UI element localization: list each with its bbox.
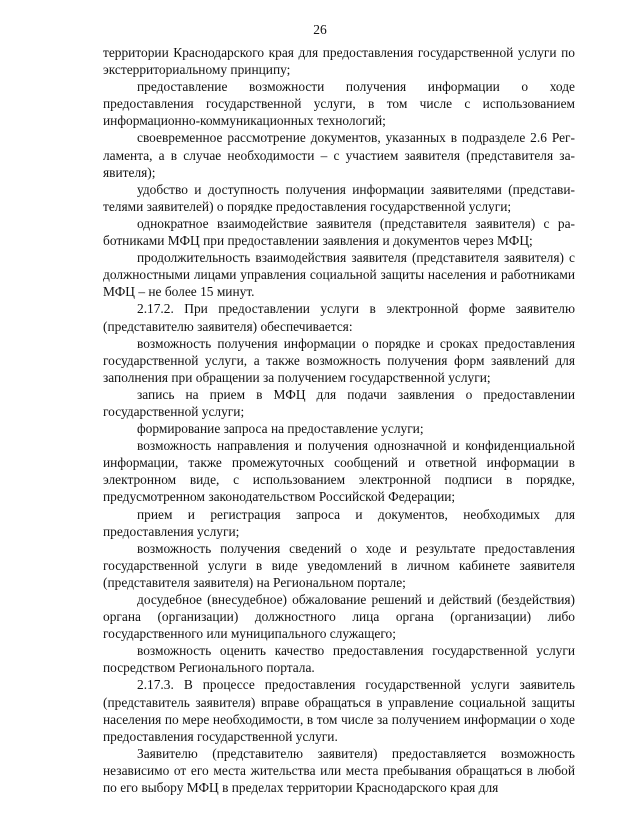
paragraph: однократное взаимодействие заявителя (представителя заявителя) с работниками МФЦ при предоставлении заявления и документов через МФЦ; — [103, 215, 575, 249]
paragraph: возможность получения информации о порядке и сроках предоставления государственной услуги, а также возможность получения форм заявлений для заполнения при обращении за получением государственной услуги; — [103, 335, 575, 385]
paragraph: 2.17.3. В процессе предоставления государственной услуги заявитель (представитель заявителя) вправе обращаться в управление социальной защиты населения по мере необходимости, в том числе за получением информации о ходе предоставления государственной услуги. — [103, 677, 575, 744]
paragraph: своевременное рассмотрение документов, указанных в подразделе 2.6 Регламента, а в случае необходимости – с участием заявителя (представителя заявителя); — [103, 130, 575, 180]
paragraph: Заявителю (представителю заявителя) предоставляется возможность независимо от его места жительства или места пребывания обращаться в любой по его выбору МФЦ в пределах территории Краснодарского края для — [103, 745, 575, 796]
paragraph: прием и регистрация запроса и документов, необходимых для предоставления услуги; — [103, 506, 575, 539]
paragraph: территории Краснодарского края для предоставления государственной услуги по экстерриториальному принципу; — [103, 45, 575, 78]
paragraph: возможность направления и получения однозначной и конфиденциальной информации, также промежуточных сообщений и ответной информации в электронном виде, с использованием электронной подписи в порядке, предусмотренном законодательством Российской Федерации; — [103, 438, 575, 505]
paragraph: предоставление возможности получения информации о ходе предоставления государственной услуги, в том числе с использованием информационно-коммуникационных технологий; — [103, 79, 575, 129]
paragraph: возможность оценить качество предоставления государственной услуги посредством Регионального портала. — [103, 643, 575, 676]
page-number: 26 — [313, 22, 327, 37]
paragraph: досудебное (внесудебное) обжалование решений и действий (бездействия) органа (организации) должностного лица органа (организации) либо государственного или муниципального служащего; — [103, 592, 575, 642]
paragraph: запись на прием в МФЦ для подачи заявления о предоставлении государственной услуги; — [103, 386, 575, 419]
paragraph: возможность получения сведений о ходе и результате предоставления государственной услуги в виде уведомлений в личном кабинете заявителя (представителя заявителя) на Региональном портале; — [103, 540, 575, 590]
paragraph: удобство и доступность получения информации заявителями (представителями заявителей) о порядке предоставления государственной услуги; — [103, 181, 575, 214]
paragraph: формирование запроса на предоставление услуги; — [137, 421, 424, 437]
paragraph: продолжительность взаимодействия заявителя (представителя заявителя) с должностными лицами управления социальной защиты населения и работниками МФЦ – не более 15 минут. — [103, 250, 575, 300]
paragraph: 2.17.2. При предоставлении услуги в электронной форме заявителю (представителю заявителя) обеспечивается: — [103, 301, 575, 334]
body-text — [103, 44, 575, 796]
